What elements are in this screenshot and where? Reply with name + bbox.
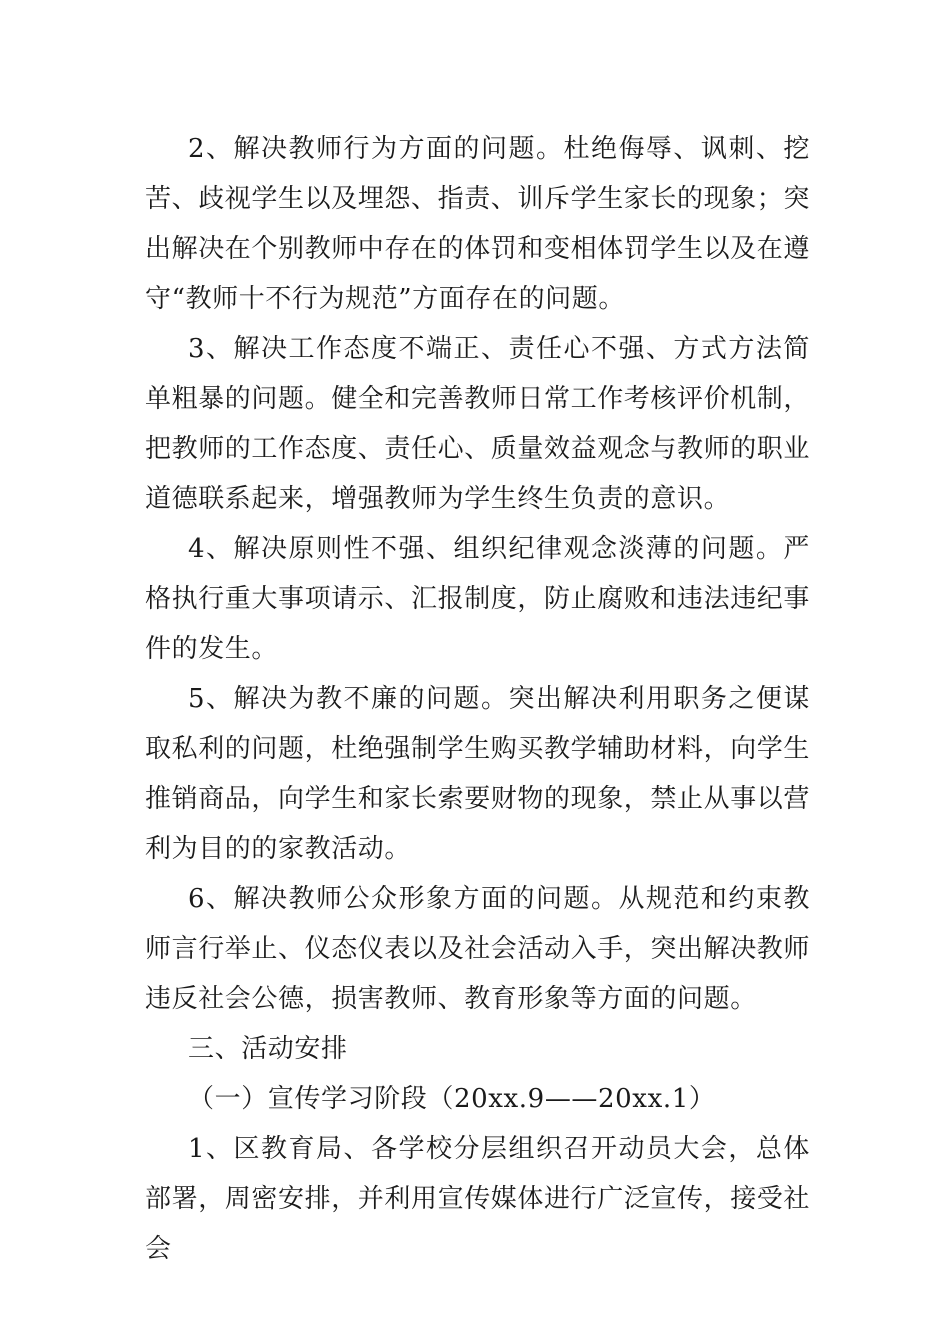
paragraph-integrity: 5、解决为教不廉的问题。突出解决利用职务之便谋取私利的问题，杜绝强制学生购买教学辅助材料，向学生推销商品，向学生和家长索要财物的现象，禁止从事以营利为目的的家教活动。: [145, 684, 811, 864]
paragraph-mobilization-meeting: 1、区教育局、各学校分层组织召开动员大会，总体部署，周密安排，并利用宣传媒体进行广泛宣传，接受社会: [145, 1134, 811, 1264]
document-body: [145, 124, 810, 1274]
subsection-heading-publicity-phase: （一）宣传学习阶段（20xx.9——20xx.1）: [188, 1084, 716, 1114]
paragraph-work-attitude: 3、解决工作态度不端正、责任心不强、方式方法简单粗暴的问题。健全和完善教师日常工作考核评价机制，把教师的工作态度、责任心、质量效益观念与教师的职业道德联系起来，增强教师为学生终生负责的意识。: [145, 334, 811, 514]
paragraph-teacher-behavior: 2、解决教师行为方面的问题。杜绝侮辱、讽刺、挖苦、歧视学生以及埋怨、指责、训斥学生家长的现象；突出解决在个别教师中存在的体罚和变相体罚学生以及在遵守“教师十不行为规范”方面存在的问题。: [145, 134, 811, 314]
paragraph-public-image: 6、解决教师公众形象方面的问题。从规范和约束教师言行举止、仪态仪表以及社会活动入手，突出解决教师违反社会公德，损害教师、教育形象等方面的问题。: [145, 884, 811, 1014]
paragraph-discipline: 4、解决原则性不强、组织纪律观念淡薄的问题。严格执行重大事项请示、汇报制度，防止腐败和违法违纪事件的发生。: [145, 534, 811, 664]
section-heading-activity-arrangement: 三、活动安排: [188, 1034, 348, 1064]
